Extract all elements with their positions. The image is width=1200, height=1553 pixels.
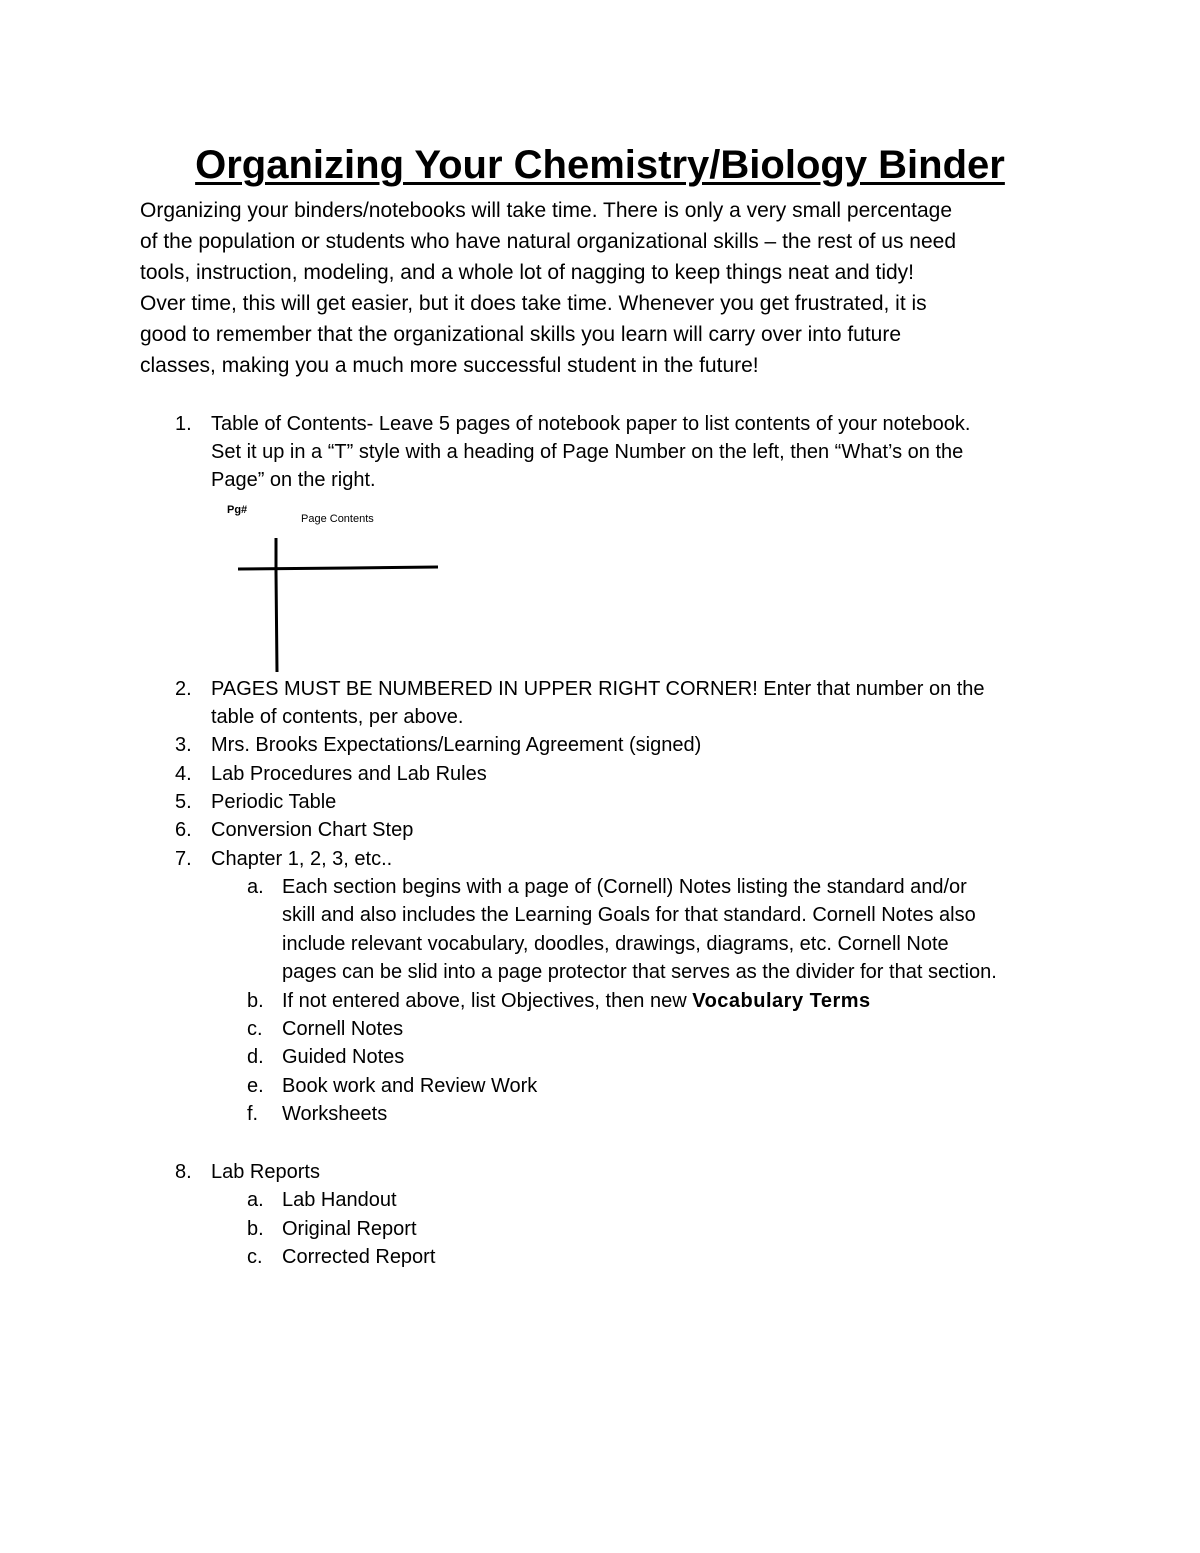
sub-item-7c: Cornell Notes [282, 1018, 404, 1040]
sub-item-7a-line: include relevant vocabulary, doodles, drawings, diagrams, etc. Cornell Note [282, 933, 949, 955]
sub-item-8b: Original Report [282, 1218, 417, 1240]
sub-letter-8a: a. [247, 1189, 264, 1211]
sub-letter-7c: c. [247, 1018, 263, 1040]
sub-item-7a-line: Each section begins with a page of (Cornell) Notes listing the standard and/or [282, 876, 967, 898]
intro-line: Over time, this will get easier, but it does take time. Whenever you get frustrated, it is [140, 292, 927, 315]
item1-line: Table of Contents- Leave 5 pages of notebook paper to list contents of your notebook. [211, 413, 971, 435]
sub-item-7a-line: skill and also includes the Learning Goals for that standard. Cornell Notes also [282, 904, 976, 926]
list-number-2: 2. [175, 678, 192, 700]
list-number-6: 6. [175, 819, 192, 841]
list-item-4: Lab Procedures and Lab Rules [211, 763, 487, 785]
intro-line: of the population or students who have natural organizational skills – the rest of us need [140, 230, 957, 253]
intro-line: tools, instruction, modeling, and a whole lot of nagging to keep things neat and tidy! [140, 261, 915, 284]
t-chart-vertical-line [276, 538, 277, 672]
list-item-5: Periodic Table [211, 791, 337, 813]
sub-letter-7d: d. [247, 1046, 264, 1068]
list-number-5: 5. [175, 791, 192, 813]
list-item-7: Chapter 1, 2, 3, etc.. [211, 848, 393, 870]
page-title: Organizing Your Chemistry/Biology Binder [195, 143, 1005, 187]
sub-letter-8c: c. [247, 1246, 263, 1268]
list-number-4: 4. [175, 763, 192, 785]
sub-letter-7a: a. [247, 876, 264, 898]
sub-letter-8b: b. [247, 1218, 264, 1240]
list-number-8: 8. [175, 1161, 192, 1183]
item1-line: Page” on the right. [211, 469, 376, 491]
intro-line: good to remember that the organizational skills you learn will carry over into future [140, 323, 902, 346]
item1-line: Set it up in a “T” style with a heading of Page Number on the left, then “What’s on the [211, 441, 964, 463]
list-number-1: 1. [175, 413, 192, 435]
vocabulary-terms-bold: Vocabulary Terms [692, 990, 871, 1012]
intro-paragraph [140, 195, 1070, 381]
intro-line: Organizing your binders/notebooks will take time. There is only a very small percentage [140, 199, 953, 222]
sub-item-8c: Corrected Report [282, 1246, 436, 1268]
intro-line: classes, making you a much more successful student in the future! [140, 354, 759, 377]
t-chart-diagram [230, 532, 450, 677]
sub-item-7b-text: If not entered above, list Objectives, then new [282, 990, 693, 1012]
list-number-7: 7. [175, 848, 192, 870]
list-item-8: Lab Reports [211, 1161, 320, 1183]
sub-letter-7e: e. [247, 1075, 264, 1097]
sub-letter-7b: b. [247, 990, 264, 1012]
item2-line: table of contents, per above. [211, 706, 464, 728]
tchart-right-label: Page Contents [301, 513, 374, 525]
sub-item-8a: Lab Handout [282, 1189, 397, 1211]
list-item-3: Mrs. Brooks Expectations/Learning Agreement (signed) [211, 734, 702, 756]
t-chart-horizontal-line [238, 567, 438, 569]
sub-item-7a-line: pages can be slid into a page protector that serves as the divider for that section. [282, 961, 997, 983]
sub-item-7d: Guided Notes [282, 1046, 405, 1068]
sub-item-7b [282, 987, 871, 1015]
item2-line: PAGES MUST BE NUMBERED IN UPPER RIGHT CORNER! Enter that number on the [211, 678, 985, 700]
sub-item-7e: Book work and Review Work [282, 1075, 538, 1097]
sub-letter-7f: f. [247, 1103, 259, 1125]
list-number-3: 3. [175, 734, 192, 756]
tchart-left-label: Pg# [227, 504, 248, 516]
list-item-6: Conversion Chart Step [211, 819, 414, 841]
sub-item-7f: Worksheets [282, 1103, 388, 1125]
